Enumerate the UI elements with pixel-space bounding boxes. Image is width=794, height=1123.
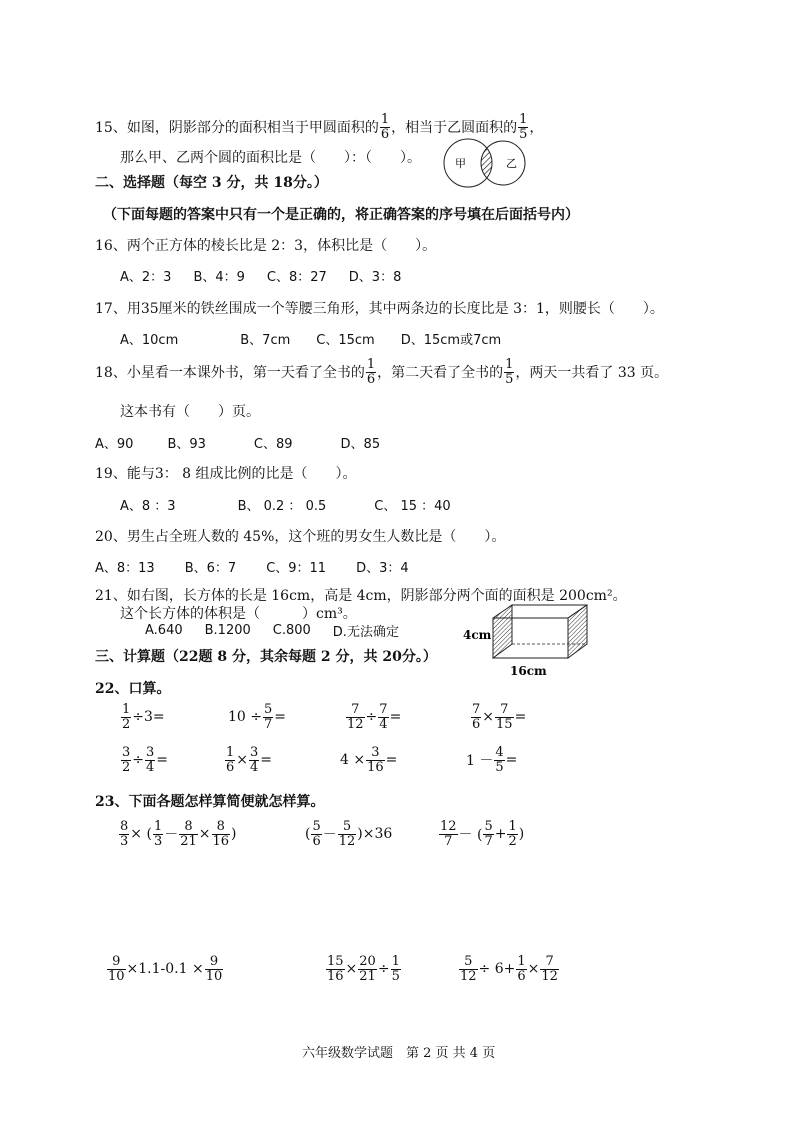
calc-22-3: $\frac{7}{12}$ ÷ $\frac{7}{4}$ =: [347, 702, 402, 732]
page-footer: 六年级数学试题 第 2 页 共 4 页: [302, 1046, 496, 1061]
fraction: $\frac{1}{6}$: [366, 357, 376, 387]
calc-23-6: $\frac{5}{12}$ ÷ 6+ $\frac{1}{6}$ × $\frac{7}{12}$: [460, 954, 558, 984]
calc-22-8: 1 － $\frac{4}{5}$ =: [466, 745, 518, 775]
section-3-title: 三、计算题（22题 8 分，其余每题 2 分，共 20分。）: [95, 649, 437, 665]
venn-diagram: [443, 136, 529, 190]
q19-text: 19、能与3： 8 组成比例的比是（ ）。: [95, 466, 357, 482]
q20-text: 20、男生占全班人数的 45%，这个班的男女生人数比是（ ）。: [95, 529, 506, 545]
q21-line1: 21、如右图，长方体的长是 16cm，高是 4cm，阴影部分两个面的面积是 200cm²。: [95, 588, 627, 604]
fraction: $\frac{1}{5}$: [519, 112, 528, 142]
calc-22-1: $\frac{1}{2}$ ÷3=: [122, 702, 165, 732]
cuboid-diagram: [460, 598, 590, 680]
length-label: 16cm: [510, 664, 547, 678]
q23-title: 23、下面各题怎样算简便就怎样算。: [95, 794, 325, 810]
fraction: $\frac{1}{6}$: [380, 112, 390, 142]
circle-label-a: 甲: [455, 157, 466, 170]
q21-line2: 这个长方体的体积是（ ）cm³。: [120, 606, 357, 622]
q15-line2: 那么甲、乙两个圆的面积比是（ ）：（ ）。: [120, 150, 421, 166]
calc-22-2: 10 ÷ $\frac{5}{7}$ =: [228, 702, 287, 732]
calc-22-5: $\frac{3}{2}$ ÷ $\frac{3}{4}$ =: [122, 745, 169, 775]
q21-options: A.640 B.1200 C.800 D.无法确定: [145, 623, 399, 640]
calc-22-4: $\frac{7}{6}$ × $\frac{7}{15}$ =: [472, 702, 527, 732]
circle-label-b: 乙: [506, 157, 517, 170]
calc-22-7: 4 × $\frac{3}{16}$ =: [340, 745, 398, 775]
q19-options: A、8 ：3 B、 0.2 ： 0.5 C、 15 ：40: [120, 499, 451, 514]
calc-23-4: $\frac{9}{10}$ ×1.1-0.1 × $\frac{9}{10}$: [108, 954, 223, 984]
calc-23-3: $\frac{12}{7}$ － ( $\frac{5}{7}$ + $\frac{1}{2}$ ): [440, 819, 525, 849]
section-2-note: （下面每题的答案中只有一个是正确的，将正确答案的序号填在后面括号内）: [103, 207, 579, 223]
q18-line2: 这本书有（ ）页。: [120, 404, 260, 420]
q16-options: A、2：3 B、4：9 C、8：27 D、3：8: [120, 270, 402, 285]
fraction: $\frac{1}{5}$: [505, 357, 514, 387]
q18-options: A、90 B、93 C、89 D、85: [95, 437, 381, 452]
q22-title: 22、口算。: [95, 681, 171, 697]
calc-23-5: $\frac{15}{16}$ × $\frac{20}{21}$ ÷ $\frac{1}{5}$: [327, 954, 400, 984]
calc-22-6: $\frac{1}{6}$ × $\frac{3}{4}$ =: [226, 745, 273, 775]
calc-23-2: ( $\frac{5}{6}$ － $\frac{5}{12}$ )×36: [305, 819, 393, 849]
q20-options: A、8：13 B、6：7 C、9：11 D、3：4: [95, 561, 409, 576]
q15-line1: 15、如图，阴影部分的面积相当于甲圆面积的 $\frac{1}{6}$ ，相当于乙圆面积的 $\frac{1}{5}$ ，: [95, 112, 544, 142]
height-label: 4cm: [463, 628, 492, 642]
q16-text: 16、两个正方体的棱长比是 2：3，体积比是（ ）。: [95, 238, 437, 254]
q18-line1: 18、小星看一本课外书，第一天看了全书的 $\frac{1}{6}$ ，第二天看了全书的 $\frac{1}{5}$ ，两天一共看了 33 页。: [95, 357, 669, 387]
calc-23-1: $\frac{8}{3}$ × ( $\frac{1}{3}$ － $\frac{8}{21}$ × $\frac{8}{16}$ ): [120, 819, 237, 849]
section-2-title: 二、选择题（每空 3 分，共 18分。）: [95, 175, 328, 191]
q17-options: A、10cm B、7cm C、15cm D、15cm或7cm: [120, 333, 502, 348]
q17-text: 17、用35厘米的铁丝围成一个等腰三角形，其中两条边的长度比是 3：1，则腰长（ ）。: [95, 301, 664, 317]
